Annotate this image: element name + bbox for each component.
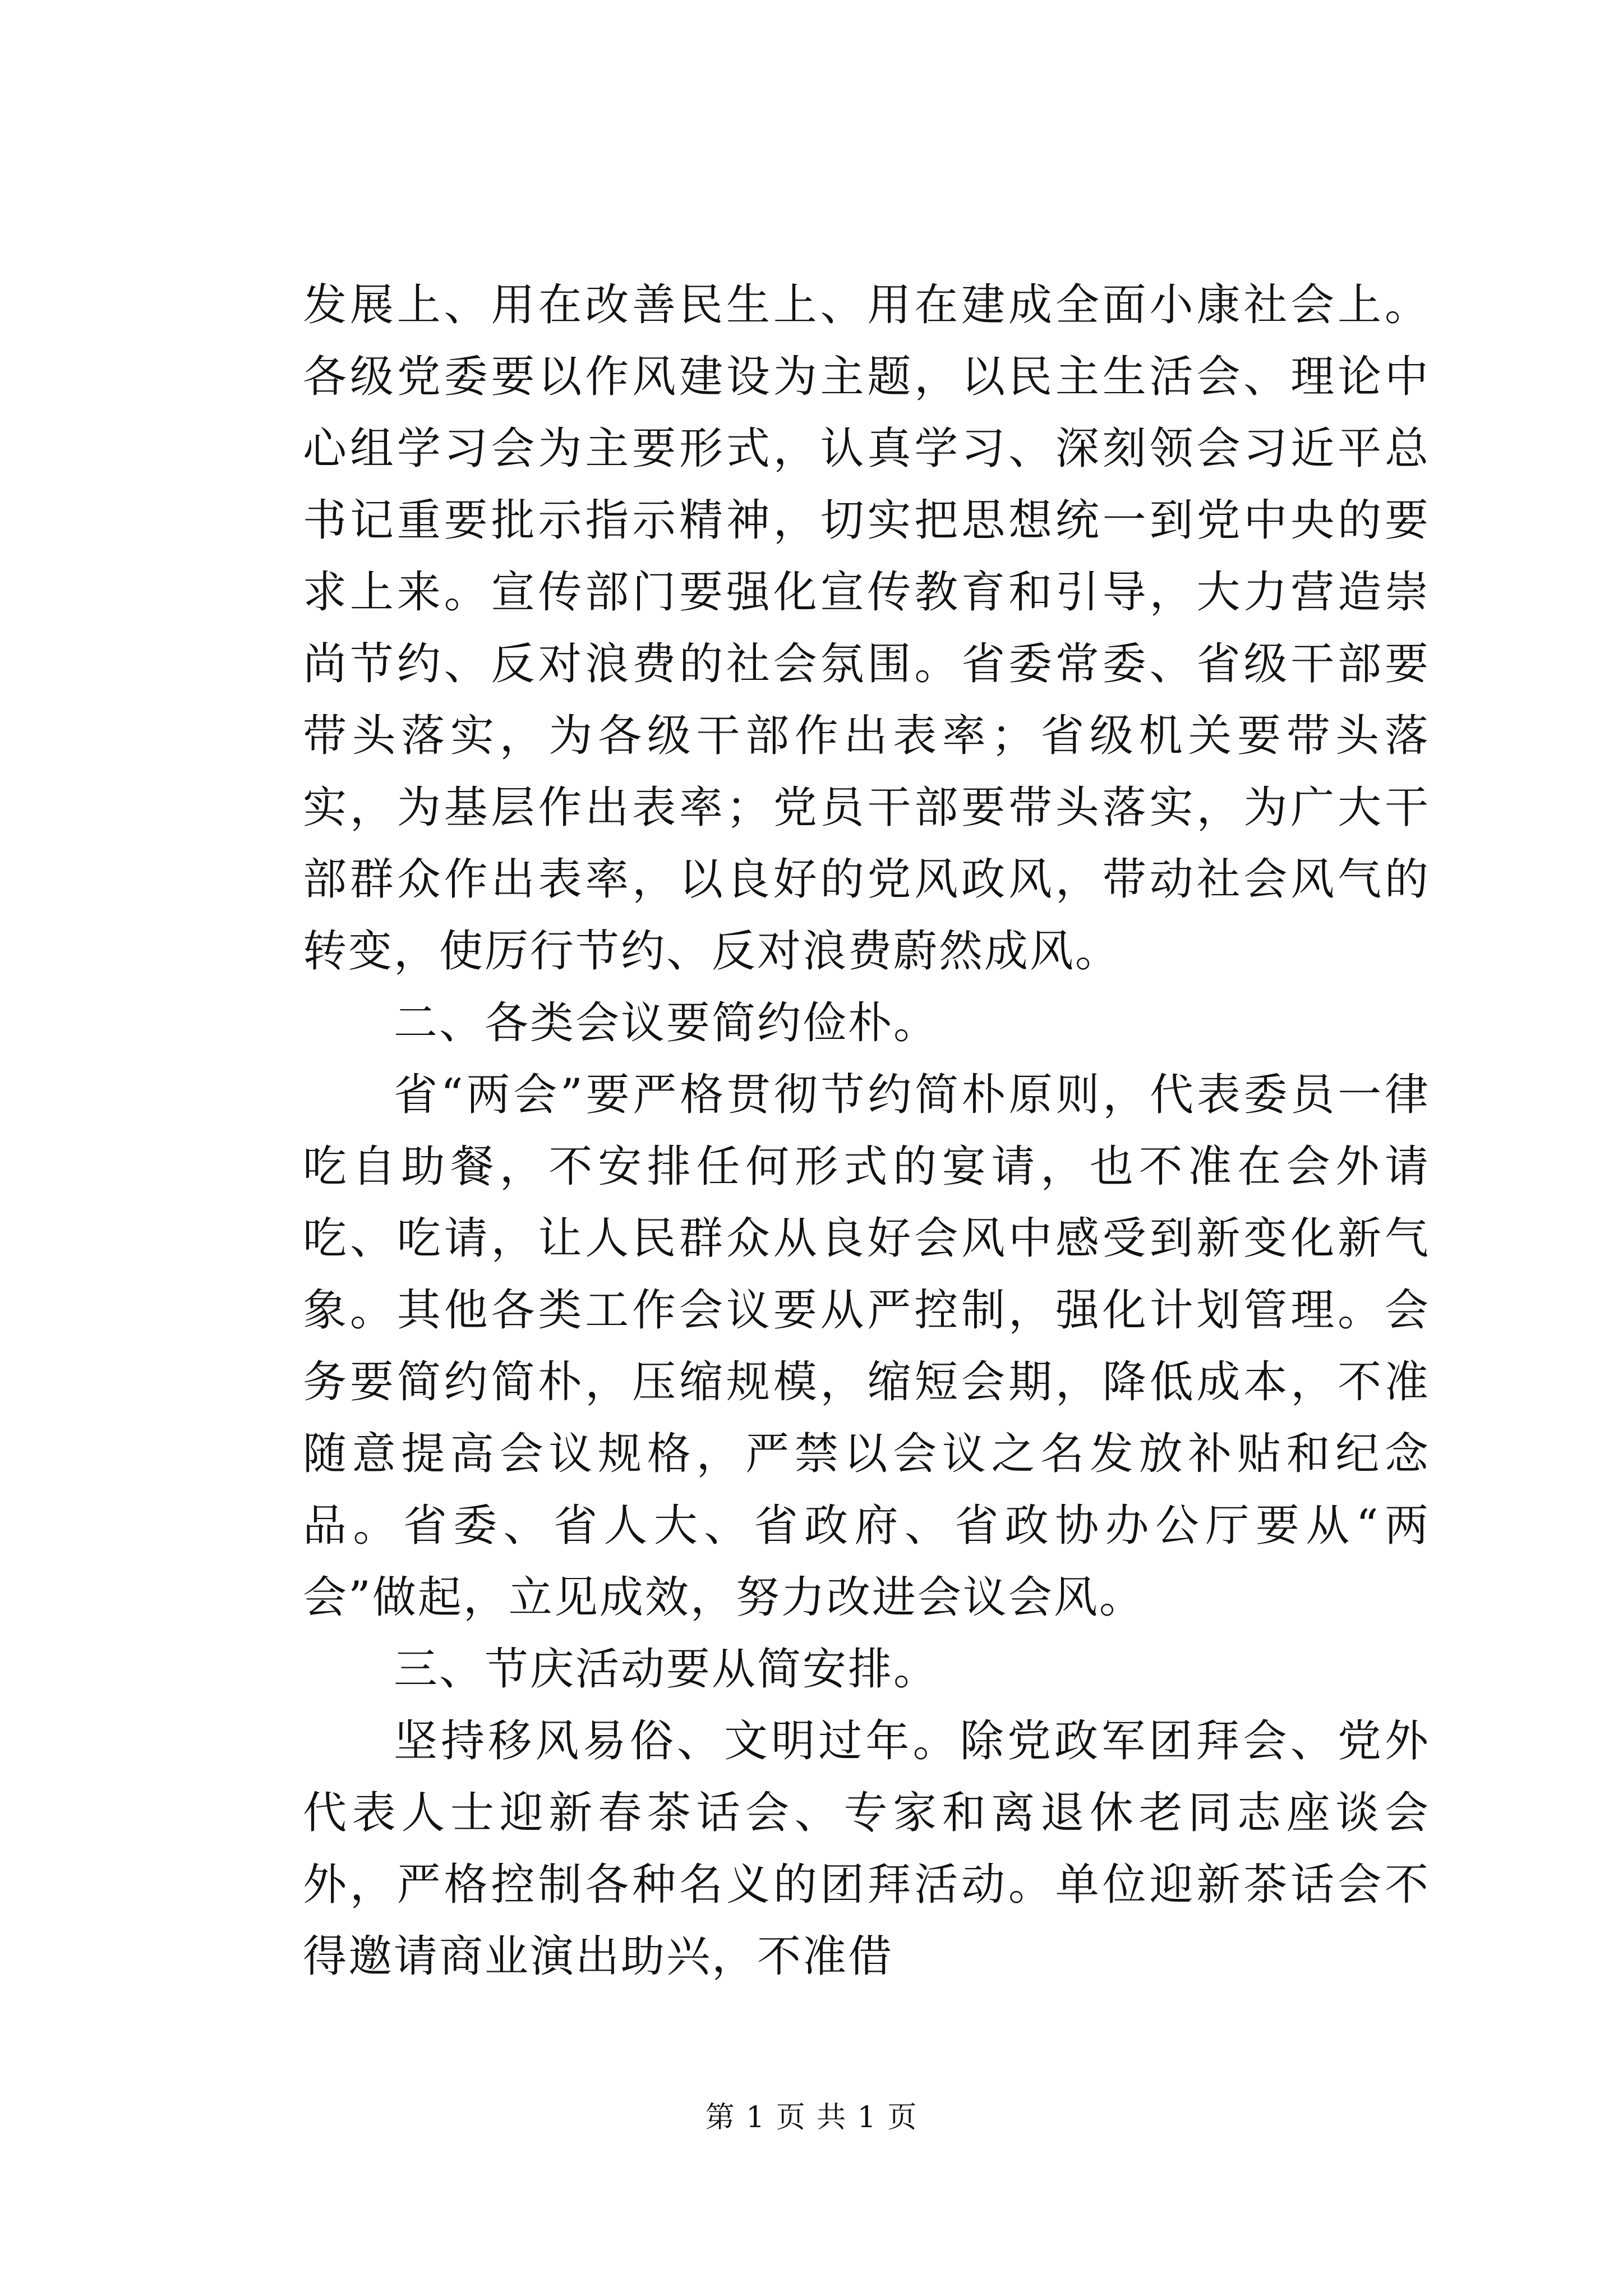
section-heading-festivals: 三、节庆活动要从简安排。 [394,1644,939,1695]
page-footer [0,2098,1623,2137]
paragraph-festivals: 坚持移风易俗、文明过年。除党政军团拜会、党外代表人士迎新春茶话会、专家和离退休老同志座谈会外，严格控制各种名义的团拜活动。单位迎新茶话会不得邀请商业演出助兴，不准借 [303,1716,1430,1982]
page-number-label: 第 1 页 共 1 页 [705,2101,918,2134]
paragraph-continuation: 发展上、用在改善民生上、用在建成全面小康社会上。各级党委要以作风建设为主题，以民主生活会、理论中心组学习会为主要形式，认真学习、深刻领会习近平总书记重要批示指示精神，切实把思想统一到党中央的要求上来。宣传部门要强化宣传教育和引导，大力营造崇尚节约、反对浪费的社会氛围。省委常委、省级干部要带头落实，为各级干部作出表率；省级机关要带头落实，为基层作出表率；党员干部要带头落实，为广大干部群众作出表率，以良好的党风政风，带动社会风气的转变，使厉行节约、反对浪费蔚然成风。 [303,280,1430,977]
section-heading-meetings: 二、各类会议要简约俭朴。 [394,998,939,1048]
document-body [303,269,1430,1993]
paragraph-meetings: 省“两会”要严格贯彻节约简朴原则，代表委员一律吃自助餐，不安排任何形式的宴请，也不准在会外请吃、吃请，让人民群众从良好会风中感受到新变化新气象。其他各类工作会议要从严控制，强化计划管理。会务要简约简朴，压缩规模，缩短会期，降低成本，不准随意提高会议规格，严禁以会议之名发放补贴和纪念品。省委、省人大、省政府、省政协办公厅要从“两会”做起，立见成效，努力改进会议会风。 [303,1070,1430,1623]
